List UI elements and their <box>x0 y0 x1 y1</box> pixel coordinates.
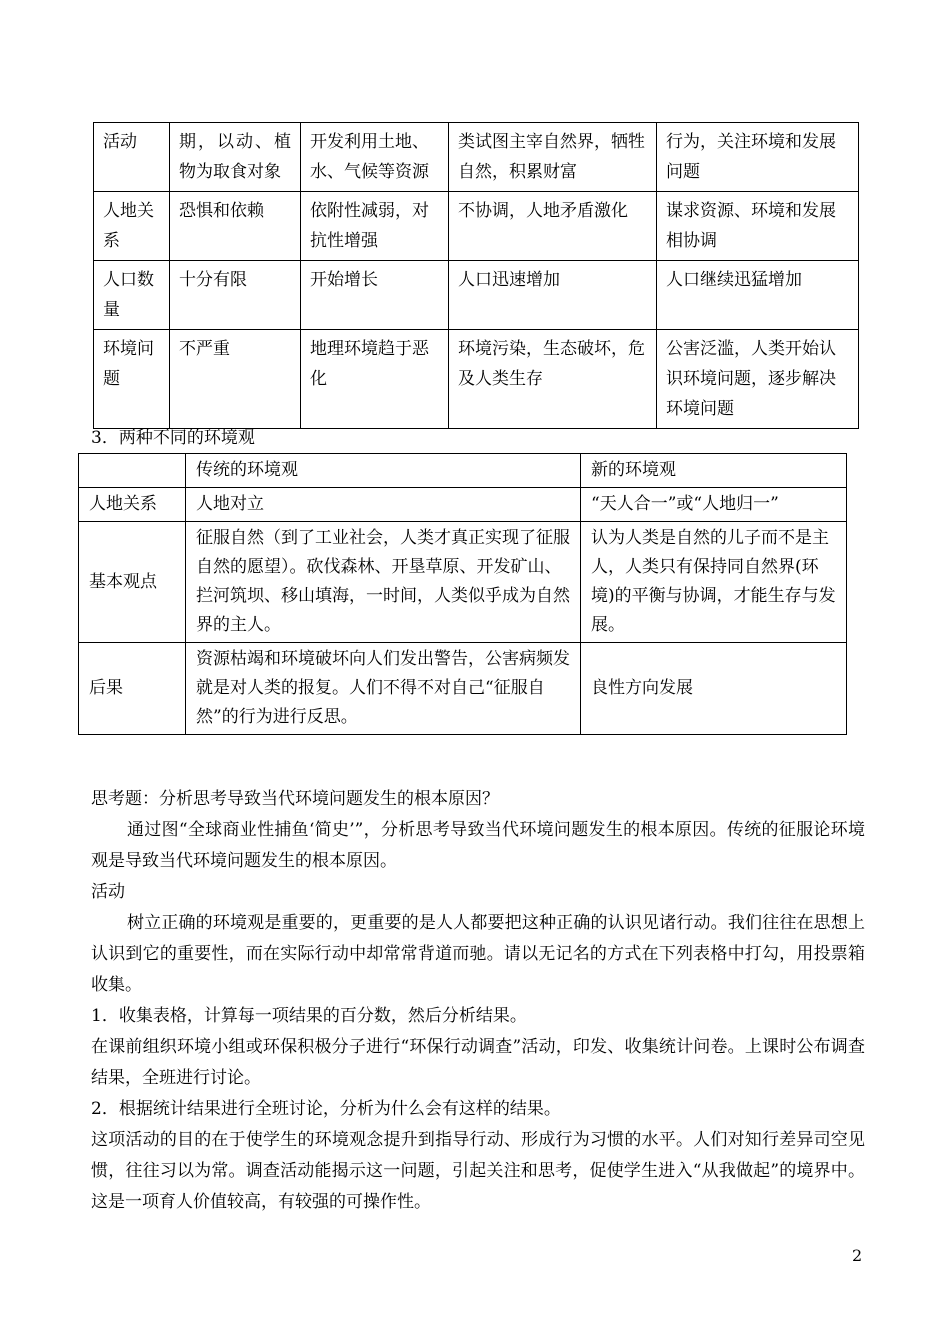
table-cell: 依附性减弱，对抗性增强 <box>301 192 449 261</box>
table-cell: 资源枯竭和环境破坏向人们发出警告，公害病频发就是对人类的报复。人们不得不对自己“征服自然”的行为进行反思。 <box>186 643 581 735</box>
table-cell: 环境问题 <box>94 330 170 429</box>
table-row-label: 后果 <box>79 643 186 735</box>
step-item: 1．收集表格，计算每一项结果的百分数，然后分析结果。 <box>91 1006 527 1026</box>
table-cell: 不协调，人地矛盾激化 <box>449 192 657 261</box>
table-cell: 不严重 <box>170 330 301 429</box>
table-cell: “天人合一”或“人地归一” <box>581 488 847 522</box>
table-cell: 环境污染，生态破坏，危及人类生存 <box>449 330 657 429</box>
table-row <box>79 522 847 643</box>
table-row <box>79 488 847 522</box>
table-row <box>94 123 859 192</box>
table-cell: 谋求资源、环境和发展相协调 <box>657 192 859 261</box>
table-cell: 人地对立 <box>186 488 581 522</box>
table-row <box>79 643 847 735</box>
paragraph: 通过图“全球商业性捕鱼‘简史’”，分析思考导致当代环境问题发生的根本原因。传统的征服论环境观是导致当代环境问题发生的根本原因。 <box>91 820 865 871</box>
table-cell: 人口继续迅猛增加 <box>657 261 859 330</box>
table-cell: 期，以动、植物为取食对象 <box>170 123 301 192</box>
table-cell: 征服自然（到了工业社会，人类才真正实现了征服自然的愿望）。砍伐森林、开垦草原、开发矿山、拦河筑坝、移山填海，一时间，人类似乎成为自然界的主人。 <box>186 522 581 643</box>
table-header-cell <box>79 454 186 488</box>
table-cell: 认为人类是自然的儿子而不是主人，人类只有保持同自然界(环境)的平衡与协调，才能生存与发展。 <box>581 522 847 643</box>
table-cell: 开发利用土地、水、气候等资源 <box>301 123 449 192</box>
paragraph: 树立正确的环境观是重要的，更重要的是人人都要把这种正确的认识见诸行动。我们往往在思想上认识到它的重要性，而在实际行动中却常常背道而驰。请以无记名的方式在下列表格中打勾，用投票箱收集。 <box>91 913 865 995</box>
table-header-cell: 传统的环境观 <box>186 454 581 488</box>
activity-heading: 活动 <box>91 882 125 902</box>
table-row-label: 人地关系 <box>79 488 186 522</box>
table-row-label: 基本观点 <box>79 522 186 643</box>
table-cell: 开始增长 <box>301 261 449 330</box>
table-cell: 类试图主宰自然界，牺牲自然，积累财富 <box>449 123 657 192</box>
paragraph: 在课前组织环境小组或环保积极分子进行“环保行动调查”活动，印发、收集统计问卷。上课时公布调查结果，全班进行讨论。 <box>91 1037 865 1088</box>
table-cell: 公害泛滥，人类开始认识环境问题，逐步解决环境问题 <box>657 330 859 429</box>
table-row <box>94 330 859 429</box>
human-land-relationship-stages-table <box>93 122 859 429</box>
question-paragraph: 思考题：分析思考导致当代环境问题发生的根本原因？ <box>91 789 499 809</box>
table-cell: 行为，关注环境和发展问题 <box>657 123 859 192</box>
table-cell: 地理环境趋于恶化 <box>301 330 449 429</box>
section-heading: 3．两种不同的环境观 <box>91 428 255 448</box>
step-item: 2．根据统计结果进行全班讨论，分析为什么会有这样的结果。 <box>91 1099 561 1119</box>
table-cell: 十分有限 <box>170 261 301 330</box>
body-text <box>91 784 865 1218</box>
paragraph: 这项活动的目的在于使学生的环境观念提升到指导行动、形成行为习惯的水平。人们对知行差异司空见惯，往往习以为常。调查活动能揭示这一问题，引起关注和思考，促使学生进入“从我做起”的境界中。这是一项育人价值较高，有较强的可操作性。 <box>91 1130 865 1212</box>
table-cell: 恐惧和依赖 <box>170 192 301 261</box>
table-cell: 人口迅速增加 <box>449 261 657 330</box>
table-header-cell: 新的环境观 <box>581 454 847 488</box>
table-cell: 活动 <box>94 123 170 192</box>
page-number: 2 <box>852 1246 863 1265</box>
environmental-views-table <box>78 453 847 735</box>
table-header-row <box>79 454 847 488</box>
table-row <box>94 192 859 261</box>
table-cell: 人口数量 <box>94 261 170 330</box>
table-cell: 人地关系 <box>94 192 170 261</box>
table-cell: 良性方向发展 <box>581 643 847 735</box>
table-row <box>94 261 859 330</box>
